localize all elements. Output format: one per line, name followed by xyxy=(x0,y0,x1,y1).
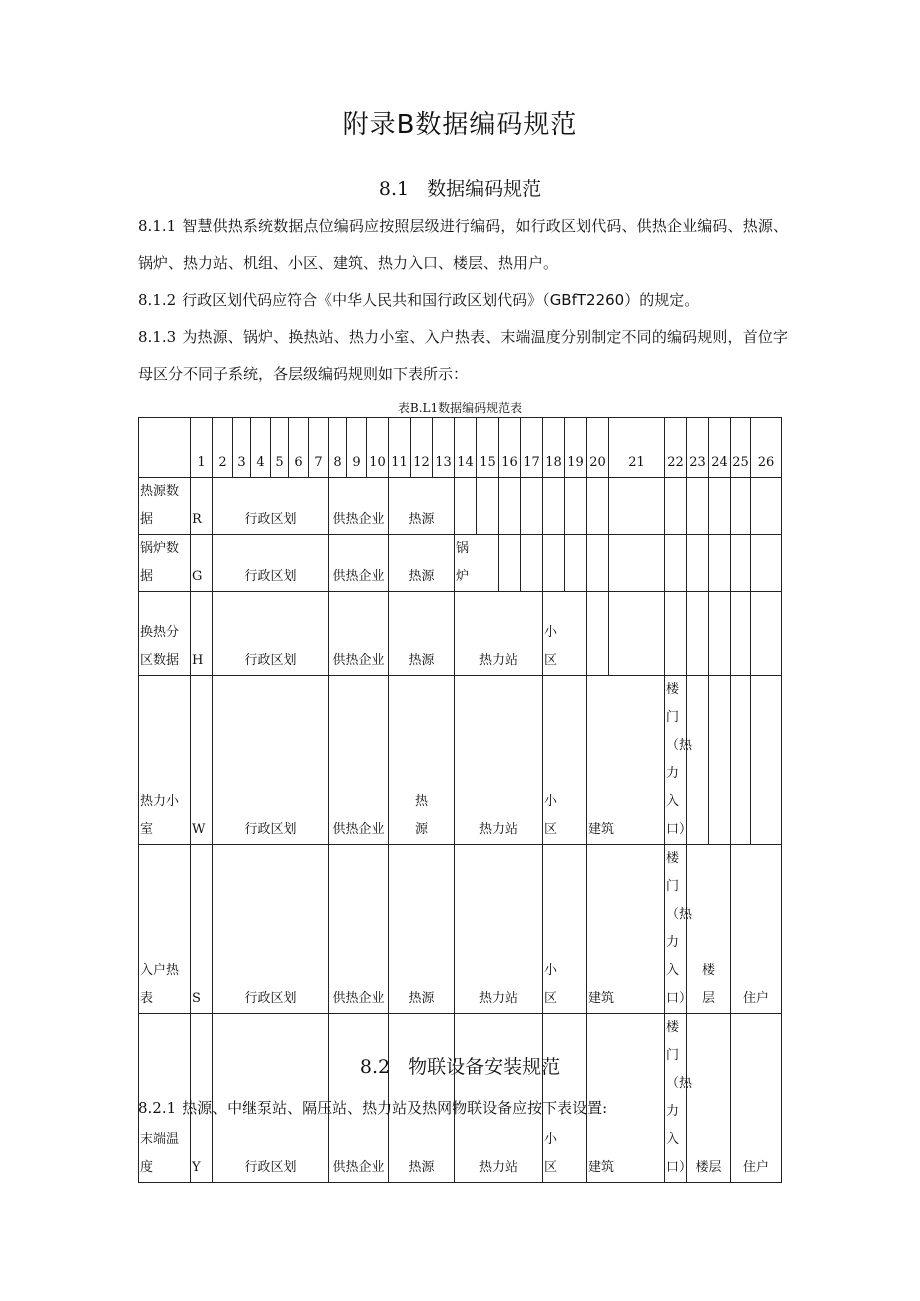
row-name: 入户热 表 xyxy=(139,845,191,1014)
source-cell: 热源 xyxy=(389,845,455,1014)
header-position: 6 xyxy=(289,418,309,478)
row-code: W xyxy=(191,676,213,845)
empty-cell xyxy=(687,478,709,535)
building-cell: 建筑 xyxy=(587,1014,665,1183)
region-cell: 行政区划 xyxy=(213,535,329,592)
clause-text: 智慧供热系统数据点位编码应按照层级进行编码，如行政区划代码、供热企业编码、热源、锅炉、热力站、机组、小区、建筑、热力入口、楼层、热用户。 xyxy=(138,217,788,272)
header-position: 17 xyxy=(521,418,543,478)
empty-cell xyxy=(455,478,477,535)
section-number: 8.1 xyxy=(378,178,410,200)
row-code: Y xyxy=(191,1014,213,1183)
header-position: 9 xyxy=(347,418,367,478)
empty-cell xyxy=(731,478,751,535)
community-cell: 小 区 xyxy=(543,1014,587,1183)
clause-text: 热源、中继泵站、隔压站、热力站及热网物联设备应按下表设置: xyxy=(182,1099,608,1117)
empty-cell xyxy=(665,592,687,676)
empty-cell xyxy=(665,535,687,592)
section-8-1-heading xyxy=(0,174,920,201)
section-title: 物联设备安装规范 xyxy=(408,1056,561,1078)
empty-cell xyxy=(521,478,543,535)
region-cell: 行政区划 xyxy=(213,845,329,1014)
table-row xyxy=(139,676,782,845)
user-cell: 住户 xyxy=(731,845,782,1014)
clause-number: 8.2.1 xyxy=(138,1099,177,1117)
empty-cell xyxy=(499,535,521,592)
station-cell: 热力站 xyxy=(455,592,543,676)
station-cell: 热力站 xyxy=(455,845,543,1014)
header-position: 4 xyxy=(251,418,271,478)
clause-8-2-1 xyxy=(138,1090,788,1127)
header-position: 13 xyxy=(433,418,455,478)
entrance-cell: 楼门 （热力 入口） xyxy=(665,1014,687,1183)
section-title: 数据编码规范 xyxy=(427,178,542,200)
region-cell: 行政区划 xyxy=(213,592,329,676)
header-position: 25 xyxy=(731,418,751,478)
table-row xyxy=(139,845,782,1014)
header-position: 8 xyxy=(329,418,347,478)
region-cell: 行政区划 xyxy=(213,1014,329,1183)
building-cell: 建筑 xyxy=(587,845,665,1014)
header-position: 1 xyxy=(191,418,213,478)
header-position: 10 xyxy=(367,418,389,478)
header-position: 7 xyxy=(309,418,329,478)
header-blank xyxy=(139,418,191,478)
header-position: 5 xyxy=(271,418,289,478)
header-position: 12 xyxy=(411,418,433,478)
empty-cell xyxy=(731,676,751,845)
clause-number: 8.1.2 xyxy=(138,291,177,309)
source-cell: 热 源 xyxy=(389,676,455,845)
empty-cell xyxy=(751,676,782,845)
empty-cell xyxy=(751,592,782,676)
header-position: 14 xyxy=(455,418,477,478)
row-name: 热源数 据 xyxy=(139,478,191,535)
clause-text-end: ）的规定。 xyxy=(624,291,700,309)
section-number: 8.2 xyxy=(359,1056,391,1078)
empty-cell xyxy=(609,478,665,535)
building-cell: 建筑 xyxy=(587,676,665,845)
row-name: 末端温 度 xyxy=(139,1014,191,1183)
empty-cell xyxy=(687,592,709,676)
enterprise-cell: 供热企业 xyxy=(329,1014,389,1183)
header-position: 23 xyxy=(687,418,709,478)
table-row xyxy=(139,592,782,676)
empty-cell xyxy=(565,478,587,535)
header-position: 18 xyxy=(543,418,565,478)
empty-cell xyxy=(543,478,565,535)
boiler-cell: 锅 炉 xyxy=(455,535,499,592)
appendix-title: 附录B数据编码规范 xyxy=(342,110,578,140)
clause-8-1-3 xyxy=(138,319,788,393)
empty-cell xyxy=(751,478,782,535)
empty-cell xyxy=(709,535,731,592)
empty-cell xyxy=(687,676,709,845)
empty-cell xyxy=(543,535,565,592)
header-position: 19 xyxy=(565,418,587,478)
standard-code: GBfT2260 xyxy=(549,291,625,309)
clause-8-1-2 xyxy=(138,282,788,319)
table-header-row xyxy=(139,418,782,478)
table-caption: 表B.L1数据编码规范表 xyxy=(397,401,523,415)
header-position: 26 xyxy=(751,418,782,478)
clause-text: 为热源、锅炉、换热站、热力小室、入户热表、末端温度分别制定不同的编码规则，首位字母区分不同子系统，各层级编码规则如下表所示： xyxy=(138,328,788,383)
source-cell: 热源 xyxy=(389,592,455,676)
header-position: 2 xyxy=(213,418,233,478)
entrance-cell: 楼门 （热力 入口） xyxy=(665,676,687,845)
clause-number: 8.1.3 xyxy=(138,328,177,346)
region-cell: 行政区划 xyxy=(213,478,329,535)
table-row xyxy=(139,478,782,535)
empty-cell xyxy=(709,592,731,676)
floor-cell: 楼层 xyxy=(687,1014,731,1183)
community-cell: 小 区 xyxy=(543,676,587,845)
row-code: S xyxy=(191,845,213,1014)
row-name: 热力小 室 xyxy=(139,676,191,845)
empty-cell xyxy=(499,478,521,535)
clause-number: 8.1.1 xyxy=(138,217,177,235)
table-row xyxy=(139,535,782,592)
community-cell: 小 区 xyxy=(543,592,587,676)
header-position: 21 xyxy=(609,418,665,478)
clause-8-1-1 xyxy=(138,208,788,282)
community-cell: 小 区 xyxy=(543,845,587,1014)
empty-cell xyxy=(731,535,751,592)
enterprise-cell: 供热企业 xyxy=(329,478,389,535)
enterprise-cell: 供热企业 xyxy=(329,676,389,845)
empty-cell xyxy=(565,535,587,592)
empty-cell xyxy=(609,535,665,592)
enterprise-cell: 供热企业 xyxy=(329,535,389,592)
region-cell: 行政区划 xyxy=(213,676,329,845)
entrance-cell: 楼门 （热力 入口） xyxy=(665,845,687,1014)
clause-text: 行政区划代码应符合《中华人民共和国行政区划代码》（ xyxy=(182,291,550,309)
empty-cell xyxy=(709,478,731,535)
header-position: 16 xyxy=(499,418,521,478)
source-cell: 热源 xyxy=(389,535,455,592)
row-code: H xyxy=(191,592,213,676)
header-position: 3 xyxy=(233,418,251,478)
section-8-2-heading xyxy=(0,1052,920,1079)
empty-cell xyxy=(665,478,687,535)
header-position: 11 xyxy=(389,418,411,478)
empty-cell xyxy=(751,535,782,592)
row-code: R xyxy=(191,478,213,535)
empty-cell xyxy=(477,478,499,535)
row-name: 锅炉数 据 xyxy=(139,535,191,592)
header-position: 24 xyxy=(709,418,731,478)
floor-cell: 楼 层 xyxy=(687,845,731,1014)
source-cell: 热源 xyxy=(389,1014,455,1183)
source-cell: 热源 xyxy=(389,478,455,535)
empty-cell xyxy=(587,478,609,535)
empty-cell xyxy=(687,535,709,592)
empty-cell xyxy=(587,592,609,676)
header-position: 20 xyxy=(587,418,609,478)
header-position: 22 xyxy=(665,418,687,478)
station-cell: 热力站 xyxy=(455,676,543,845)
empty-cell xyxy=(731,592,751,676)
header-position: 15 xyxy=(477,418,499,478)
empty-cell xyxy=(609,592,665,676)
empty-cell xyxy=(587,535,609,592)
empty-cell xyxy=(521,535,543,592)
enterprise-cell: 供热企业 xyxy=(329,845,389,1014)
station-cell: 热力站 xyxy=(455,1014,543,1183)
empty-cell xyxy=(709,676,731,845)
enterprise-cell: 供热企业 xyxy=(329,592,389,676)
row-name: 换热分 区数据 xyxy=(139,592,191,676)
user-cell: 住户 xyxy=(731,1014,782,1183)
row-code: G xyxy=(191,535,213,592)
